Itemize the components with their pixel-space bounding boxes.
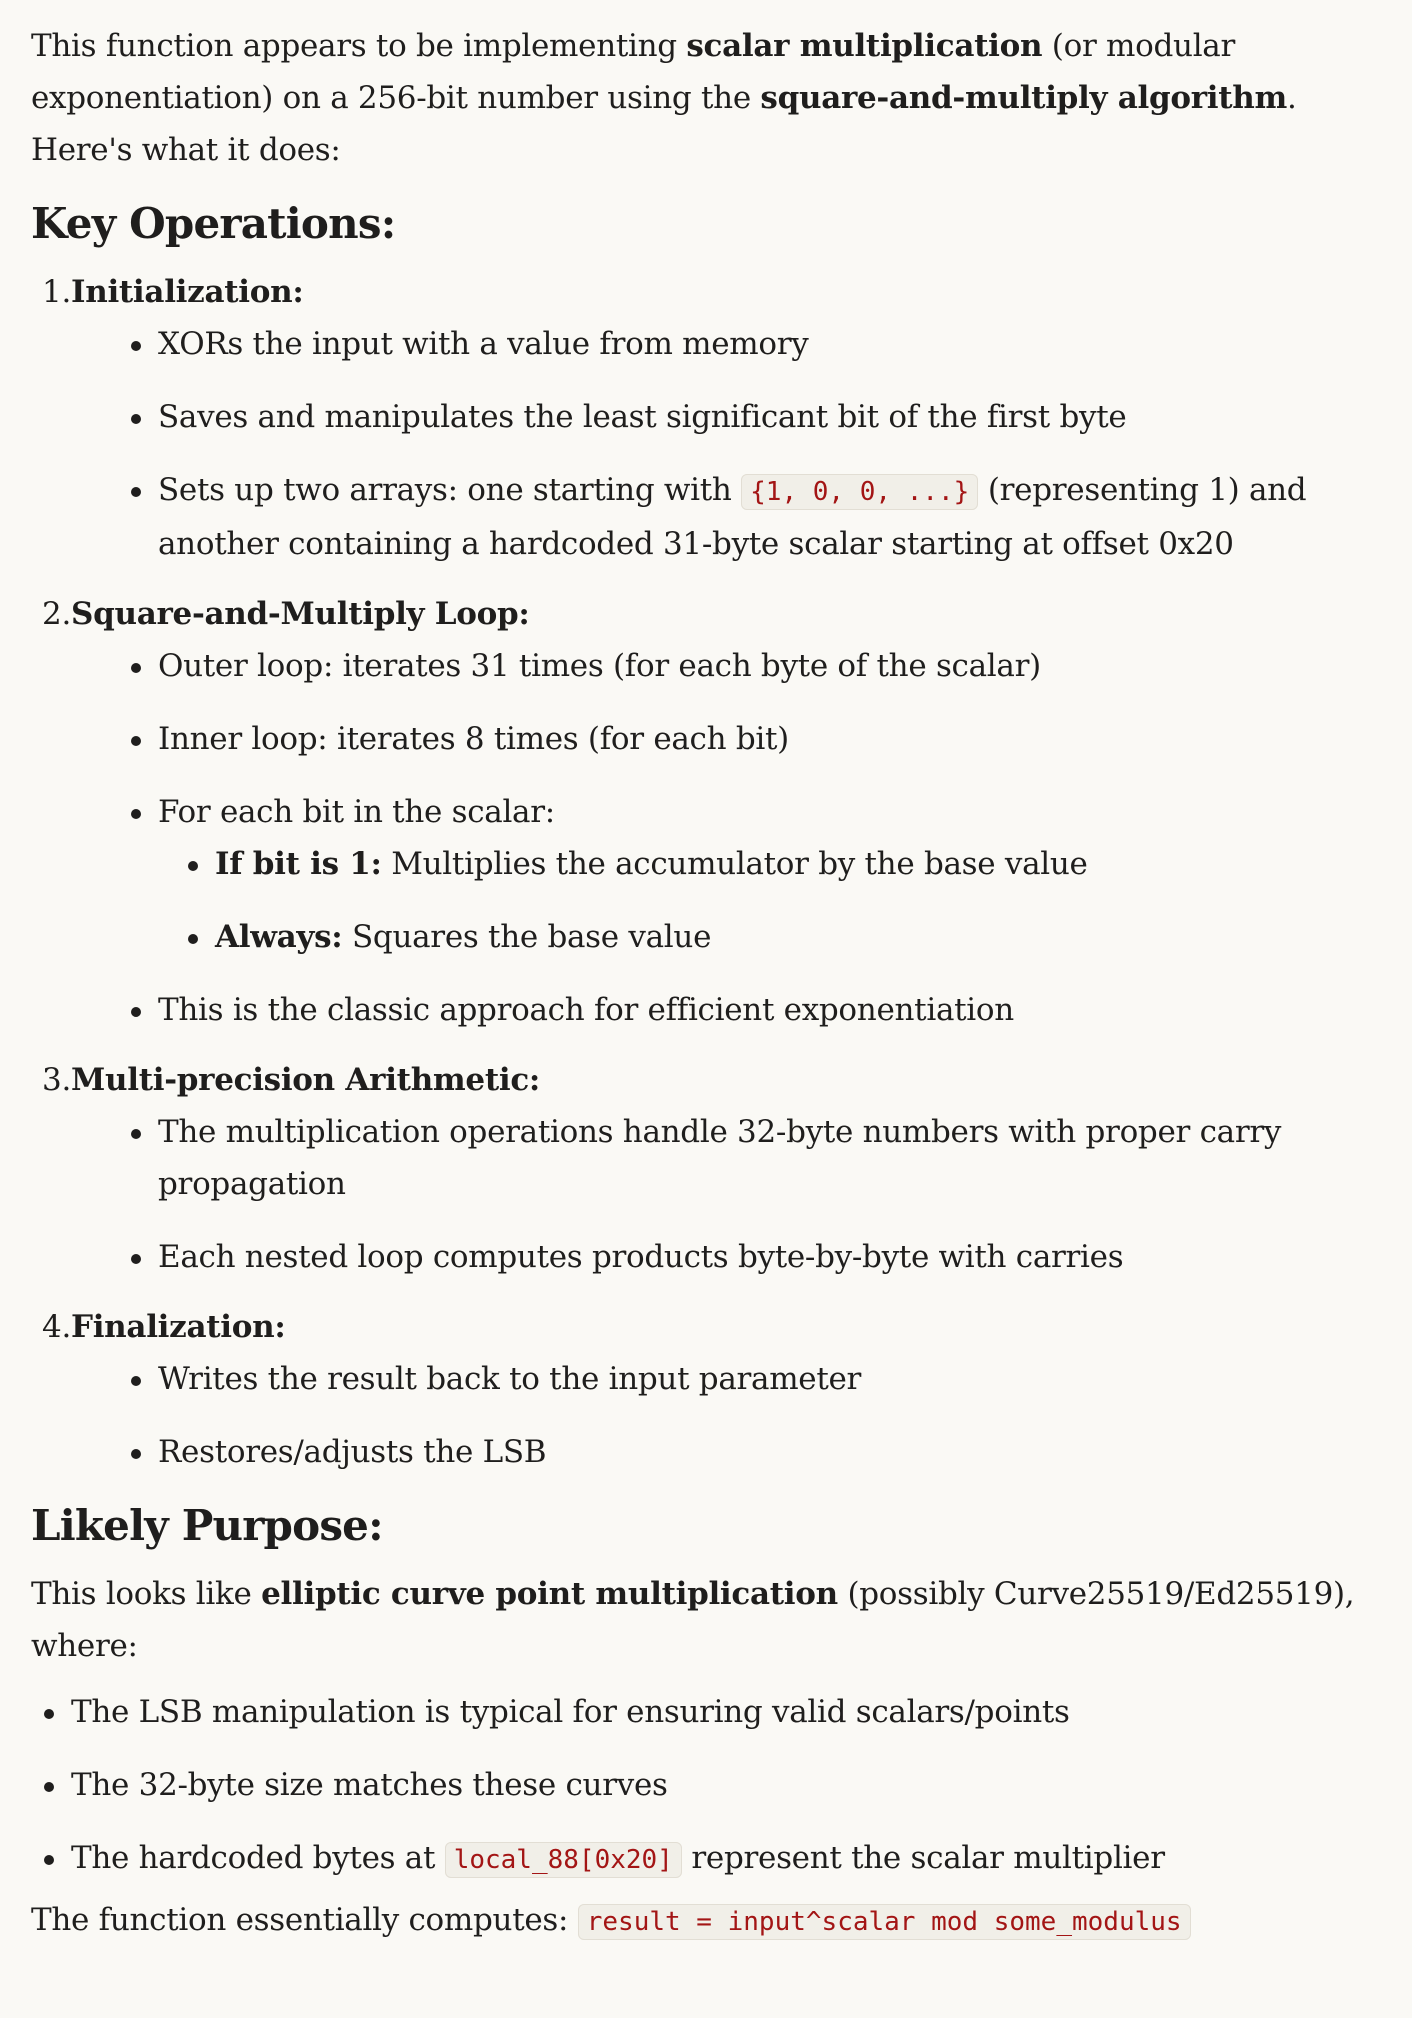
nested-item-text: Squares the base value [342, 919, 712, 955]
intro-text-1: This function appears to be implementing [31, 28, 687, 64]
nested-item-bold: If bit is 1: [215, 846, 382, 882]
purpose-paragraph [31, 1568, 1382, 1672]
item-title: Square-and-Multiply Loop: [71, 596, 530, 632]
item-title: Finalization: [71, 1309, 286, 1345]
list-item: Inner loop: iterates 8 times (for each bit) [100, 713, 1382, 765]
list-item [100, 786, 1382, 963]
list-item: The LSB manipulation is typical for ensuring valid scalars/points [31, 1686, 1382, 1738]
purpose-text-1: This looks like [31, 1576, 262, 1612]
intro-bold-1: scalar multiplication [686, 28, 1043, 64]
list-item: The 32-byte size matches these curves [31, 1759, 1382, 1811]
list-item: Saves and manipulates the least significant bit of the first byte [100, 391, 1382, 443]
intro-paragraph [31, 20, 1382, 176]
purpose-text-2: (possibly Curve25519/Ed25519), where: [31, 1576, 1355, 1664]
intro-bold-2: square-and-multiply algorithm [760, 80, 1288, 116]
intro-text-3: . Here's what it does: [31, 80, 1297, 168]
bullet-list [31, 640, 1382, 1036]
list-item [31, 1832, 1382, 1886]
nested-item-text: Multiplies the accumulator by the base value [381, 846, 1088, 882]
list-item-text: For each bit in the scalar: [158, 794, 555, 830]
key-operations-heading: Key Operations: [31, 199, 396, 248]
item-number: 2. [42, 596, 71, 632]
operation-item [31, 1054, 1382, 1283]
bullet-list [31, 1106, 1382, 1283]
final-paragraph [31, 1894, 1382, 1948]
item-title: Initialization: [71, 274, 304, 310]
item-number: 4. [42, 1309, 71, 1345]
bullet-list [31, 1353, 1382, 1478]
list-item: Outer loop: iterates 31 times (for each byte of the scalar) [100, 640, 1382, 692]
operation-item [31, 266, 1382, 570]
item-number: 3. [42, 1062, 71, 1098]
nested-bullet-list [158, 838, 1382, 963]
list-item: Restores/adjusts the LSB [100, 1426, 1382, 1478]
item-title: Multi-precision Arithmetic: [71, 1062, 541, 1098]
likely-purpose-heading: Likely Purpose: [31, 1501, 383, 1550]
list-item: The multiplication operations handle 32-byte numbers with proper carry propagation [100, 1106, 1382, 1210]
item-number: 1. [42, 274, 71, 310]
inline-code: {1, 0, 0, ...} [741, 474, 978, 510]
purpose-bullet-list [31, 1686, 1382, 1886]
list-item [100, 464, 1382, 570]
inline-code: local_88[0x20] [445, 1842, 682, 1878]
list-item-text: Sets up two arrays: one starting with [158, 472, 742, 508]
nested-list-item [158, 911, 1382, 963]
list-item-text: The hardcoded bytes at [71, 1840, 445, 1876]
list-item: Each nested loop computes products byte-by-byte with carries [100, 1231, 1382, 1283]
list-item: This is the classic approach for efficient exponentiation [100, 984, 1382, 1036]
list-item: Writes the result back to the input parameter [100, 1353, 1382, 1405]
inline-code: result = input^scalar mod some_modulus [578, 1904, 1191, 1940]
key-operations-list [31, 266, 1382, 1478]
purpose-bold: elliptic curve point multiplication [261, 1576, 838, 1612]
list-item-text: (representing 1) and another containing a hardcoded 31-byte scalar starting at offset 0x20 [158, 472, 1307, 562]
operation-item [31, 1301, 1382, 1478]
list-item: XORs the input with a value from memory [100, 318, 1382, 370]
bullet-list [31, 318, 1382, 570]
nested-list-item [158, 838, 1382, 890]
intro-text-2: (or modular exponentiation) on a 256-bit number using the [31, 28, 1236, 116]
operation-item [31, 588, 1382, 1036]
list-item-text: represent the scalar multiplier [681, 1840, 1165, 1876]
nested-item-bold: Always: [215, 919, 343, 955]
final-text: The function essentially computes: [31, 1902, 578, 1938]
